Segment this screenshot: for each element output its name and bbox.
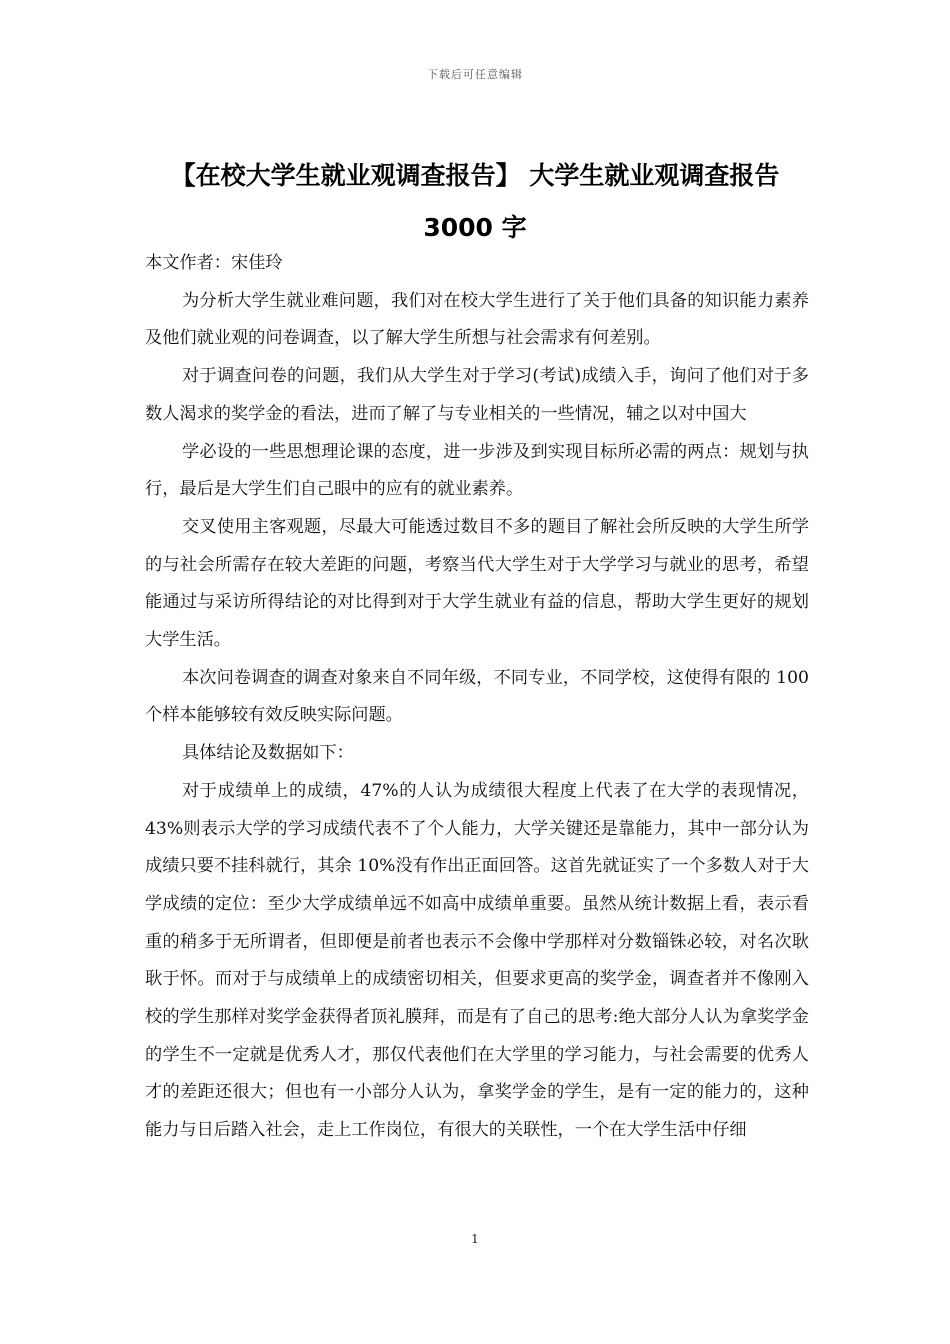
paragraph-intro: 为分析大学生就业难问题，我们对在校大学生进行了关于他们具备的知识能力素养及他们就业观的问卷调查，以了解大学生所想与社会需求有何差别。 [145, 290, 809, 349]
paragraph-method: 交叉使用主客观题，尽最大可能透过数目不多的题目了解社会所反映的大学生所学的与社会所需存在较大差距的问题，考察当代大学生对于大学学习与就业的思考，希望能通过与采访所得结论的对比得到对于大学生就业有益的信息，帮助大学生更好的规划大学生活。 [145, 516, 809, 651]
title-line-2: 3000 字 [423, 213, 527, 242]
paragraph-questionnaire-continued: 学必设的一些思想理论课的态度，进一步涉及到实现目标所必需的两点：规划与执行，最后是大学生们自己眼中的应有的就业素养。 [145, 441, 809, 500]
header-note: 下载后可任意编辑 [427, 68, 523, 81]
author-line: 本文作者：宋佳玲 [145, 253, 283, 273]
paragraph-questionnaire: 对于调查问卷的问题，我们从大学生对于学习(考试)成绩入手，询问了他们对于多数人渴求的奖学金的看法，进而了解了与专业相关的一些情况，辅之以对中国大 [145, 366, 809, 424]
page-number: 1 [471, 1232, 479, 1246]
paragraph-grades: 对于成绩单上的成绩，47%的人认为成绩很大程度上代表了在大学的表现情况，43%则表示大学的学习成绩代表不了个人能力，大学关键还是靠能力，其中一部分认为成绩只要不挂科就行，其余 10%没有作出正面回答。这首先就证实了一个多数人对于大学成绩的定位：至少大学成绩单远不如高中成绩单重要。虽然从统计数据上看，表示看重的稍多于无所谓者，但即便是前者也表示不会像中学那样对分数锱铢必较，对名次耿耿于怀。而对于与成绩单上的成绩密切相关，但要求更高的奖学金，调查者并不像刚入校的学生那样对奖学金获得者顶礼膜拜，而是有了自己的思考:绝大部分人认为拿奖学金的学生不一定就是优秀人才，那仅代表他们在大学里的学习能力，与社会需要的优秀人才的差距还很大；但也有一小部分人认为，拿奖学金的学生，是有一定的能力的，这种能力与日后踏入社会，走上工作岗位，有很大的关联性，一个在大学生活中仔细 [145, 780, 809, 1141]
paragraph-sample: 本次问卷调查的调查对象来自不同年级，不同专业，不同学校，这使得有限的 100 个样本能够较有效反映实际问题。 [145, 667, 809, 726]
document-body [145, 245, 809, 1150]
paragraph-results-heading: 具体结论及数据如下： [181, 743, 354, 764]
title-line-1: 【在校大学生就业观调查报告】 大学生就业观调查报告 [170, 161, 780, 190]
document-title [145, 150, 805, 254]
